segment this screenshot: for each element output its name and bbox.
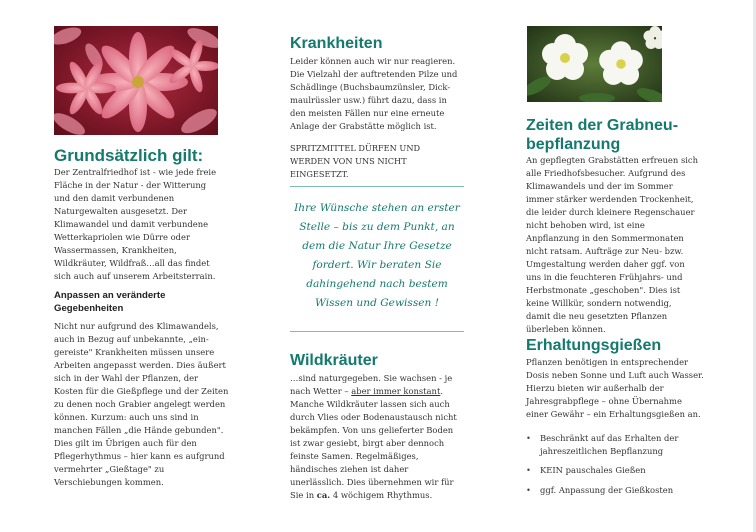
weeds-text-middle: . Manche Wildkräuter lassen sich auch durch Vlies oder Bodenaustausch nicht bekämpfen. Von uns gelieferter Boden ist zwar gesiebt, birgt aber dennoch feinste Samen. Regelmäßiges, händisches ziehen ist daher unerlässlich. Dies übernehmen wir für Sie in [290,386,457,500]
weeds-text [290,372,464,502]
list-item: • ggf. Anpassung der Gießkosten [526,484,706,497]
weeds-text-approx: ca. [316,490,331,500]
list-item: • Beschränkt auf das Erhalten der jahreszeitlichen Bepflanzung [526,432,706,457]
poinsettia-photo [54,26,218,135]
christmas-rose-photo [527,26,662,102]
heading-watering: Erhaltungsgießen [526,337,662,354]
heading-replanting-times: Zeiten der Grabneu-bepflanzung [526,117,679,153]
diseases-text: Leider können auch wir nur reagieren. Die Vielzahl der auftretenden Pilze und Schädlinge (Buchsbaumzünsler, Dick-maulrüssler usw.) führt dazu, dass in den meisten Fällen nur eine erneute Anlage der Grabstätte möglich ist. [290,56,458,131]
heading-general: Grundsätzlich gilt: [54,146,204,165]
adapt-text: Nicht nur aufgrund des Klimawandels, auch in Bezug auf unbekannte, „ein-gereiste" Krankheiten müssen unsere Arbeiten angepasst werden. Dies äußert sich in der Wahl der Pflanzen, der Kosten für die Gießpflege und der Zeiten zu denen noch Grabier angelegt werden können. Kurzum: auch uns sind in manchen Fällen „die Hände gebunden". Dies gilt im Übrigen auch für den Pflegerhythmus – hier kann es aufgrund vermehrter „Gießtage" zu Verschiebungen kommen. [54,321,229,487]
weeds-text-end: 4 wöchigem Rhythmus. [330,490,433,500]
advice-quote: Ihre Wünsche stehen an erster Stelle – bis zu dem Punkt, an dem die Natur Ihre Gesetze fordert. Wir beraten Sie dahingehend nach bestem Wissen und Gewissen ! [294,202,460,309]
watering-list [526,432,706,503]
heading-diseases: Krankheiten [290,35,383,52]
subheading-adapt: Anpassen an veränderte Gegebenheiten [54,290,166,314]
watering-text: Pflanzen benötigen in entsprechender Dosis neben Sonne und Luft auch Wasser. Hierzu bieten wir außerhalb der Jahresgrabpflege – ohne Übernahme einer Gewähr – ein Erhaltungsgießen an. [526,357,704,419]
divider-bottom [290,331,464,332]
list-item: • KEIN pauschales Gießen [526,464,706,477]
weeds-text-start: …sind naturgegeben. Sie wachsen - je nach Wetter – [290,373,453,396]
weeds-text-emphasis: aber immer konstant [351,386,441,396]
heading-weeds: Wildkräuter [290,352,378,369]
replanting-text: An gepflegten Grabstätten erfreuen sich alle Friedhofsbesucher. Aufgrund des Klimawandels und der im Sommer immer stärker werdenden Trockenheit, die leider durch kleinere Regenschauer nicht behoben wird, ist eine Anpflanzung in den Sommermonaten nicht ratsam. Aufträge zur Neu- bzw. Umgestaltung werden daher ggf. von uns in die feuchteren Frühjahrs- und Herbstmonate „geschoben". Dies ist keine Willkür, sondern notwendig, damit die neu gesetzten Pflanzen überleben können. [526,155,698,334]
divider-top [290,186,464,187]
christmas-rose-image [527,26,662,102]
spray-notice: SPRITZMITTEL DÜRFEN UND WERDEN VON UNS NICHT EINGESETZT. [290,143,421,179]
intro-text: Der Zentralfriedhof ist - wie jede freie Fläche in der Natur - der Witterung und den damit verbundenen Naturgewalten ausgesetzt. Der Klimawandel und damit verbundene Wetterkapriolen wie Dürre oder Wassermassen, Krankheiten, Wildkräuter, Wildfraß…all das findet sich auch auf unserem Arbeitsterrain. [54,167,217,281]
poinsettia-image [54,26,218,135]
